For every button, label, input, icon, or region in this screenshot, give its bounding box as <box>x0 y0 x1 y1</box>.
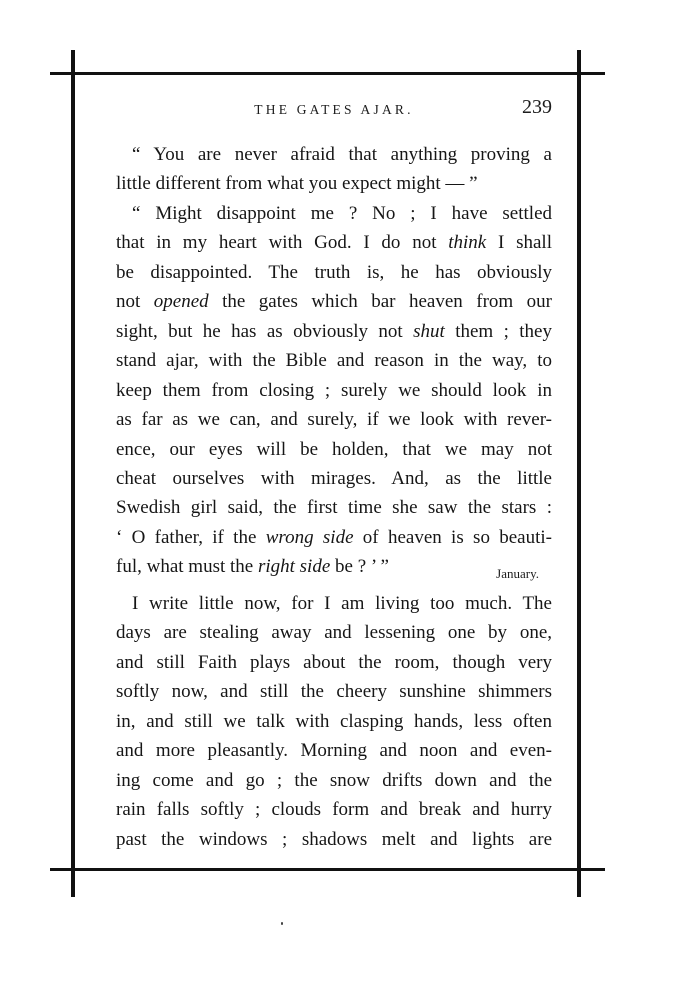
text-line: ence, our eyes will be holden, that we may not <box>116 438 552 460</box>
text-line: stand ajar, with the Bible and reason in the way, to <box>116 350 552 372</box>
text-line: be disappointed. The truth is, he has obviously <box>116 261 552 283</box>
dateline: January. <box>496 566 539 581</box>
passage-dialogue <box>116 140 552 582</box>
text-line: and more pleasantly. Morning and noon and even- <box>116 740 552 762</box>
text-line: ing come and go ; the snow drifts down and the <box>116 769 552 791</box>
text-line: little different from what you expect might — ” <box>116 173 478 195</box>
text-line: sight, but he has as obviously not shut them ; they <box>116 320 552 342</box>
ink-speck <box>281 922 283 925</box>
text-line: days are stealing away and lessening one by one, <box>116 622 552 644</box>
text-line: not opened the gates which bar heaven from our <box>116 291 552 313</box>
text-line: ‘ O father, if the wrong side of heaven is so beauti- <box>116 526 552 548</box>
page-number: 239 <box>522 96 552 118</box>
top-border-rule <box>50 72 605 75</box>
running-title: THE GATES AJAR. <box>254 102 414 117</box>
text-line: ful, what must the right side be ? ’ ” <box>116 556 389 578</box>
text-line: Swedish girl said, the first time she saw the stars : <box>116 497 552 519</box>
left-border-rule <box>71 50 75 897</box>
text-line: softly now, and still the cheery sunshine shimmers <box>116 681 552 703</box>
text-line: and still Faith plays about the room, though very <box>116 651 552 673</box>
running-head <box>116 94 552 124</box>
text-line: cheat ourselves with mirages. And, as the little <box>116 467 552 489</box>
text-line: rain falls softly ; clouds form and break and hurry <box>116 799 552 821</box>
text-line: “ You are never afraid that anything proving a <box>132 144 552 165</box>
text-line: keep them from closing ; surely we should look in <box>116 379 552 401</box>
text-line: I write little now, for I am living too much. The <box>132 593 552 614</box>
right-border-rule <box>577 50 581 897</box>
text-line: in, and still we talk with clasping hands, less often <box>116 710 552 732</box>
passage-narrative <box>116 589 552 854</box>
text-line: “ Might disappoint me ? No ; I have settled <box>132 202 552 224</box>
text-line: that in my heart with God. I do not think I shall <box>116 232 552 254</box>
bottom-border-rule <box>50 868 605 871</box>
text-line: as far as we can, and surely, if we look with rever- <box>116 409 552 431</box>
text-line: past the windows ; shadows melt and lights are <box>116 828 552 850</box>
